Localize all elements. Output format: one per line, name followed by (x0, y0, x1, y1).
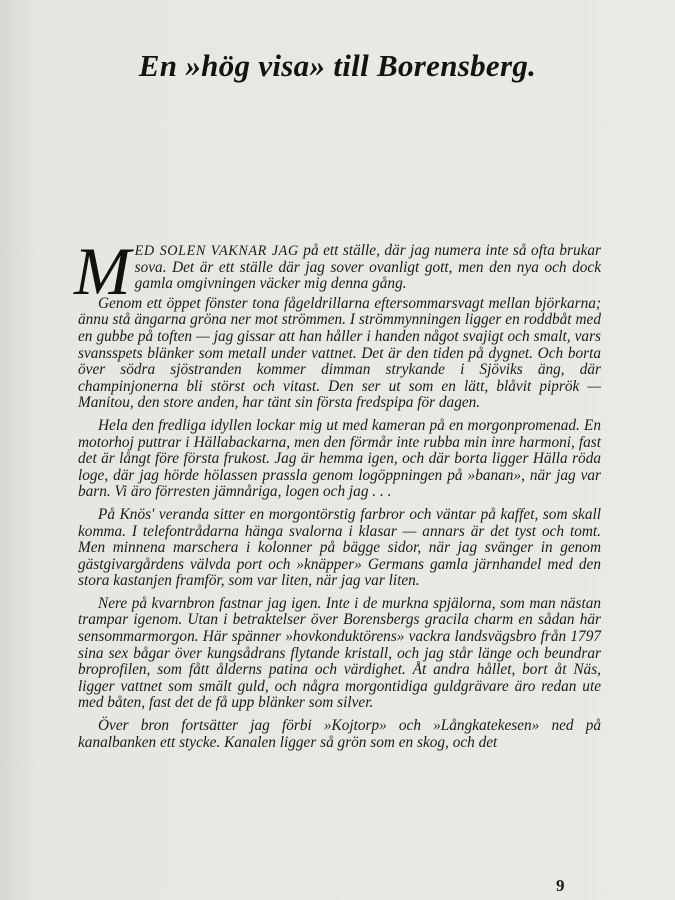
paragraph-5: Nere på kvarnbron fastnar jag igen. Inte i de murkna spjälorna, som man nästan trampar igenom. Utan i betraktelser över Borensbergs gracila charm en sådan här sensommarmorgon. Här spänner »hovkonduktörens» vackra landsvägsbro från 1797 sina sex bågar över kungsådrans flytande kristall, och jag står länge och beundrar broprofilen, som fått ålderns patina och värdighet. Åt andra hållet, bort åt Näs, ligger vattnet som smält guld, och några morgontidiga guldgrävare äro redan ute med båten, fast det de få upp blänker som silver. (78, 594, 601, 712)
lead-in: ED SOLEN VAKNAR JAG (134, 243, 299, 259)
page-number: 9 (556, 876, 565, 895)
page-title: En »hög visa» till Borensberg. (138, 48, 537, 83)
drop-cap: M (74, 233, 131, 309)
first-paragraph-text: på ett ställe, där jag numera inte så ofta brukar sova. Det är ett ställe där jag sover ovanligt gott, men den nya och dock gamla omgivningen väcker mig denna gång. (134, 242, 601, 293)
article-body (74, 233, 601, 757)
paragraph-3: Hela den fredliga idyllen lockar mig ut med kameran på en morgonpromenad. En motorhoj puttrar i Hällabackarna, men den förmår inte rubba min inre harmoni, fast det är långt före första frukost. Jag är hemma igen, och där borta ligger Hälla röda loge, där jag hörde hölassen prassla genom logöppningen på »banan», när jag var barn. Vi äro förresten jämnåriga, logen och jag . . . (78, 416, 601, 501)
first-paragraph (74, 233, 601, 309)
paragraph-2: Genom ett öppet fönster tona fågeldrillarna eftersommarsvagt mellan björkarna; ännu stå ängarna gröna ner mot strömmen. I strömmynningen ligger en roddbåt med en gubbe på toften — jag gissar att han håller i handen något svajigt och smalt, vars svansspets blänker som metall under vattnet. Det är den tiden på dygnet. Och borta över södra sjöstranden kommer dimman strykande i Sjöviks äng, där champinjonerna bli störst och vitast. Den ser ut som en lätt, blåvit piprök — Manitou, den store anden, har tänt sin första fredspipa för dagen. (78, 294, 601, 412)
paragraph-4: På Knös' veranda sitter en morgontörstig farbror och väntar på kaffet, som skall komma. I telefontrådarna hänga svalorna i klasar — annars är det tyst och tomt. Men minnena marschera i kolonner på bägge sidor, när jag svänger in genom gästgivargårdens välvda port och »knäpper» Germans gamla järnhandel med den stora kastanjen framför, som var liten, när jag var liten. (78, 505, 601, 590)
paragraph-6: Över bron fortsätter jag förbi »Kojtorp» och »Långkatekesen» ned på kanalbanken ett stycke. Kanalen ligger så grön som en skog, och det (78, 717, 601, 751)
